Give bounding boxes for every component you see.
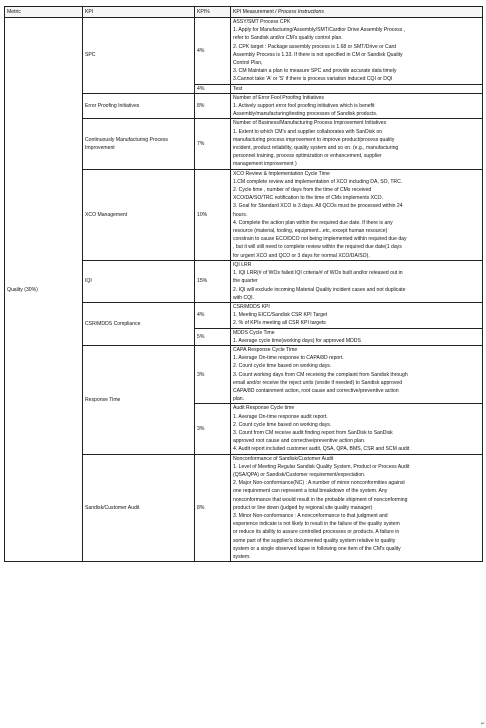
measurement-line: manufacturing process improvement to improve product/process quality [233, 136, 395, 143]
measurement-line: product or line down (judged by regional site quality manager) [233, 504, 373, 511]
kpi-pct-cell: 15% [195, 260, 231, 302]
measurement-line: 1. Apply for Manufacturing/Assembly/SMT/Cardior Drive Assembly Process , [233, 27, 406, 34]
measurement-line: 1. Actively support error fool proofing initiatives which is benefit [233, 103, 375, 110]
header-metric: Metric [5, 7, 83, 18]
measurement-line: IQI LRR [233, 261, 252, 268]
kpi-pct-cell: 8% [195, 454, 231, 562]
measurement-line: 3.Cannot take 'A' or 'S' if there is process variation induced CQI or DQI [233, 76, 393, 83]
measurement-line: experience indicate is not likely to result in the failure of the quality system [233, 521, 400, 528]
measurement-cell [231, 260, 483, 302]
measurement-cell [231, 345, 483, 403]
measurement-cell [231, 328, 483, 345]
measurement-cell [231, 84, 483, 93]
kpi-table [4, 6, 483, 562]
measurement-cell [231, 93, 483, 119]
kpi-pct-cell: 4% [195, 84, 231, 93]
kpi-pct-cell: 5% [195, 328, 231, 345]
measurement-line: nonconformance that would result in the probable shipment of nonconforming [233, 496, 408, 503]
kpi-cell: Error Proofing Initiatives [83, 93, 195, 119]
measurement-cell [231, 302, 483, 328]
measurement-line: CAPA Response Cycle Time [233, 346, 298, 353]
measurement-line: personnel training, process optimization or enhancement, supplier [233, 153, 382, 160]
kpi-pct-cell: 8% [195, 93, 231, 119]
measurement-line: 3. Count working days from CM receiving the complaint from Sandisk through [233, 371, 408, 378]
measurement-line: 1. Level of Meeting Regular Sandisk Quality System, Product or Process Audit [233, 463, 410, 470]
measurement-line: one requirement can represent a total breakdown of the system. Any [233, 488, 388, 495]
measurement-line: constrain to cause ECO/DCO not being implemented within required due day [233, 236, 407, 243]
measurement-line: XCO Review & Implementation Cycle Time [233, 170, 330, 177]
measurement-line: for urgent XCO and QCO or 3 days for normal XCO/DA/SO). [233, 252, 370, 259]
measurement-line: hours. [233, 211, 248, 218]
measurement-line: Number of Business/Manufacturing Process Improvement Initiatives [233, 120, 387, 127]
measurement-line: some part of the supplier's documented quality system relative to quality [233, 537, 396, 544]
measurement-line: management improvement ) [233, 161, 297, 168]
metric-cell: Quality (30%) [5, 18, 83, 562]
header-measurement-text: KPI Measurement / [233, 8, 279, 15]
measurement-line: plan. [233, 396, 245, 403]
kpi-cell: XCO Management [83, 169, 195, 260]
measurement-line: , but it will still need to complete review within the required due date(1 days [233, 244, 402, 251]
measurement-line: XCO/DA/SO/TRC notification to the time of CMs implements XCO. [233, 195, 384, 202]
measurement-line: email and/or receive the reject units (onsite if needed) to Sandisk approved [233, 379, 403, 386]
measurement-cell [231, 454, 483, 562]
measurement-line: 1. Average On-time response audit report. [233, 413, 328, 420]
kpi-pct-cell: 4% [195, 18, 231, 85]
kpi-cell: Continuously Manufacturing Process Improvement [83, 119, 195, 169]
header-kpi: KPI [83, 7, 195, 18]
measurement-line: (QSA/QPA) or Sandisk/Customer requirement/expectation. [233, 471, 366, 478]
measurement-line: incident, product reliability, quality system and so on. (e.g., manufacturing [233, 145, 399, 152]
measurement-line: 2. CPK target : Package assembly process is 1.68 or SMT/Drive or Card [233, 43, 397, 50]
header-kpi-pct: KPI% [195, 7, 231, 18]
measurement-line: 3. Goal for Standard XCO is 3 days. All QCOs must be processed within 24 [233, 203, 403, 210]
table-row [5, 18, 483, 85]
measurement-cell [231, 119, 483, 169]
measurement-line: 4. Complete the action plan within the required due date. If there is any [233, 219, 393, 226]
measurement-line: 1. Average cycle time(working days) for approved MDDS [233, 337, 361, 344]
measurement-line: MDDS Cycle Time [233, 329, 275, 336]
measurement-line: CAPA/8D containment action, root cause and corrective/preventive action [233, 387, 399, 394]
measurement-line: 3. Minor Non-conformance : A nonconformance to that judgment and [233, 512, 388, 519]
header-measurement [231, 7, 483, 18]
measurement-line: Assembly/manufacturing/testing processes of Sandisk products. [233, 111, 378, 118]
kpi-pct-cell: 3% [195, 404, 231, 454]
measurement-line: ASSY/SMT Process CPK [233, 19, 291, 25]
measurement-line: the quarter [233, 278, 258, 285]
kpi-pct-cell: 3% [195, 345, 231, 403]
measurement-line: 1. IQI LRR(# of WOs failed IQI criteria/# of WOs built and/or released out in [233, 270, 403, 277]
measurement-line: Control Plan, [233, 60, 263, 67]
measurement-line: Audit Response Cycle time [233, 405, 295, 412]
measurement-cell [231, 18, 483, 85]
kpi-cell: Response Time [83, 345, 195, 454]
header-measurement-italic: Process Instructions [278, 8, 324, 15]
header-row [5, 7, 483, 18]
measurement-line: 1. Meeting EICC/Sandisk CSR KPI Target [233, 312, 328, 319]
measurement-line: 2. Count cycle time based on working days. [233, 421, 332, 428]
measurement-line: Nonconformance of Sandisk/Customer Audit [233, 455, 334, 462]
measurement-line: approved root cause and corrective/preventive action plan. [233, 438, 366, 445]
kpi-cell: SPC [83, 18, 195, 94]
measurement-line: 3. Count from CM receive audit finding report from SanDisk to SanDisk [233, 429, 393, 436]
kpi-pct-cell: 10% [195, 169, 231, 260]
measurement-line: 2. Major Non-conformance(NC) : A number of minor nonconformities against [233, 480, 405, 487]
kpi-cell: Sandisk/Customer Audit [83, 454, 195, 562]
measurement-line: 1. Average On-time response to CAPA/8D report. [233, 355, 344, 362]
measurement-cell [231, 169, 483, 260]
measurement-line: with CQI. [233, 294, 254, 301]
measurement-line: CSR/MDDS KPI [233, 303, 270, 310]
measurement-line: 1.CM complete review and implementation of XCO including DA, SO, TRC. [233, 178, 403, 185]
measurement-line: Test [233, 85, 243, 92]
measurement-cell [231, 404, 483, 454]
kpi-pct-cell: 7% [195, 119, 231, 169]
measurement-line: 2. Cycle time , number of days from the time of CMs received [233, 187, 372, 194]
kpi-cell: CSR/MDDS Compliance [83, 302, 195, 345]
kpi-cell: IQI [83, 260, 195, 302]
measurement-line: 2. Count cycle time based on working days. [233, 363, 332, 370]
measurement-line: refer to Sandisk and/or CM's quality control plan. [233, 35, 343, 42]
measurement-line: 2. % of KPIs meeting all CSR KPI targets [233, 320, 326, 327]
measurement-line: system or a single observed lapse in following one item of the CM's quality [233, 545, 401, 552]
measurement-line: Number of Error Fool Proofing Initiatives [233, 94, 324, 101]
measurement-line: 3. CM Maintain a plan to measure SPC and provide accurate data timely [233, 68, 397, 75]
measurement-line: or reduce its ability to assure controlled processes or products. A failure in [233, 529, 400, 536]
paragraph-mark: ↵ [480, 721, 485, 727]
measurement-line: 1. Extent to which CM's and supplier collaborates with SanDisk on [233, 128, 383, 135]
measurement-line: 4. Audit report included customer audit, QSA, QPA, BMS, CSR and SCM audit [233, 446, 410, 453]
measurement-line: 2. IQI will exclude incoming Material Quality incident cases and not duplicate [233, 286, 406, 293]
measurement-line: system. [233, 554, 251, 560]
measurement-line: resource (material, tooling, equipment...etc, except human resource) [233, 228, 388, 235]
kpi-pct-cell: 4% [195, 302, 231, 328]
measurement-line: Assembly Process is 1.33. If there is not specified in CM or Sandisk Quality [233, 51, 403, 58]
